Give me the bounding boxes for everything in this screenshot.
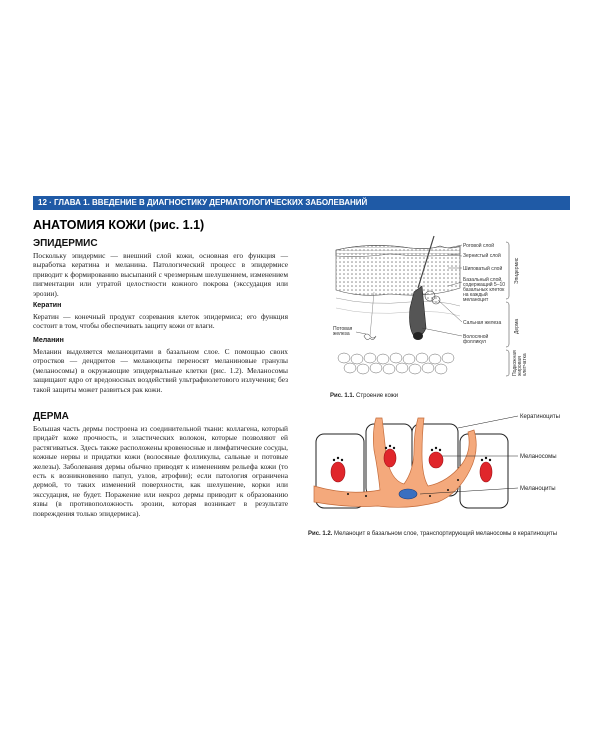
label-side-subcutis-3: клетчатка xyxy=(522,353,528,376)
label-hair-follicle-1: Волосяной xyxy=(463,334,489,340)
caption-figure-1-1-label: Рис. 1.1. xyxy=(330,393,355,399)
caption-figure-1-1 xyxy=(330,392,398,401)
label-melanocytes: Меланоциты xyxy=(520,486,556,492)
paragraph-epidermis: Поскольку эпидермис — внешний слой кожи, основная его функция — выработка кератина и меланина. Патологический процесс в эпидермисе приводит к формированию высыпаний с чрезмерным шелушением, изменением пигментации или утратой целостности кожного покрова (экссудация или эрозии). xyxy=(33,251,288,298)
heading-keratin: Кератин xyxy=(33,302,62,309)
label-keratinocytes: Кератиноциты xyxy=(520,414,560,420)
label-hair-follicle-2: фолликул xyxy=(463,339,486,345)
heading-melanin: Меланин xyxy=(33,337,64,344)
caption-figure-1-2-label: Рис. 1.2. xyxy=(308,531,333,537)
label-sweat-gland-2: железа xyxy=(333,331,350,337)
paragraph-dermis: Большая часть дермы построена из соединительной ткани: коллагена, который придаёт коже прочность, и эластических волокон, которые позволяют ей растягиваться. Здесь также расположены кровеносные и лимфатические сосуды, кожные нервы и придатки кожи (волосяные фолликулы, сальные и потовые железы). Заболевания дермы обычно приводят к изменениям рельефа кожи (то есть к возникновению папул, узлов, атрофии); если патология ограничена дермой, то таких изменений поверхности, как шелушение, корки или экссудация, не будет. Поражение или некроз дермы приводит к образованию язвы (в противоположность эрозии, которая возникает в результате повреждения только эпидермиса). xyxy=(33,424,288,518)
label-basal-layer-3: базальных клеток xyxy=(463,287,505,293)
label-spinous-layer: Шиповатый слой xyxy=(463,266,503,272)
label-basal-layer-4: на каждый xyxy=(463,292,488,298)
paragraph-melanin: Меланин выделяется меланоцитами в базальном слое. С помощью своих отростков — дендритов — меланоциты переносят меланиновые гранулы (меланосомы) в окружающие эпидермальные клетки (рис. 1.2). Меланосомы защищают ядро от вредоносных воздействий ультрафиолетового излучения; без такой защиты может развиться рак кожи. xyxy=(33,347,288,394)
label-granular-layer: Зернистый слой xyxy=(463,253,501,259)
label-side-epidermis: Эпидермис xyxy=(514,257,520,284)
label-side-subcutis-2: жировая xyxy=(517,356,523,376)
heading-dermis: ДЕРМА xyxy=(33,411,69,422)
label-melanosomes: Меланосомы xyxy=(520,454,557,460)
label-basal-layer-2: содержащий 5–10 xyxy=(463,282,506,288)
figure-skin-structure xyxy=(330,228,570,378)
label-horny-layer: Роговой слой xyxy=(463,243,495,249)
label-basal-layer-1: Базальный слой, xyxy=(463,277,503,283)
label-sweat-gland-1: Потовая xyxy=(333,326,353,332)
figure-melanocyte xyxy=(308,410,572,522)
running-header xyxy=(33,196,570,210)
label-side-dermis: Дерма xyxy=(514,318,520,334)
melanocyte-nucleus xyxy=(399,489,417,499)
running-title: · ГЛАВА 1. ВВЕДЕНИЕ В ДИАГНОСТИКУ ДЕРМАТОЛОГИЧЕСКИХ ЗАБОЛЕВАНИЙ xyxy=(49,198,368,207)
heading-epidermis: ЭПИДЕРМИС xyxy=(33,238,98,249)
section-title: АНАТОМИЯ КОЖИ (рис. 1.1) xyxy=(33,218,205,232)
label-sebaceous-gland: Сальная железа xyxy=(463,320,502,326)
label-side-subcutis-1: Подкожная xyxy=(512,350,518,376)
caption-figure-1-1-text: Строение кожи xyxy=(356,393,399,399)
page-number: 12 xyxy=(38,198,47,207)
caption-figure-1-2 xyxy=(308,530,570,539)
caption-figure-1-2-text: Меланоцит в базальном слое, транспортирующий меланосомы в кератиноциты xyxy=(334,531,558,537)
label-basal-layer-5: меланоцит xyxy=(463,297,489,303)
paragraph-keratin: Кератин — конечный продукт созревания клеток эпидермиса; его функция состоит в том, чтобы обеспечивать защиту кожи от влаги. xyxy=(33,312,288,331)
